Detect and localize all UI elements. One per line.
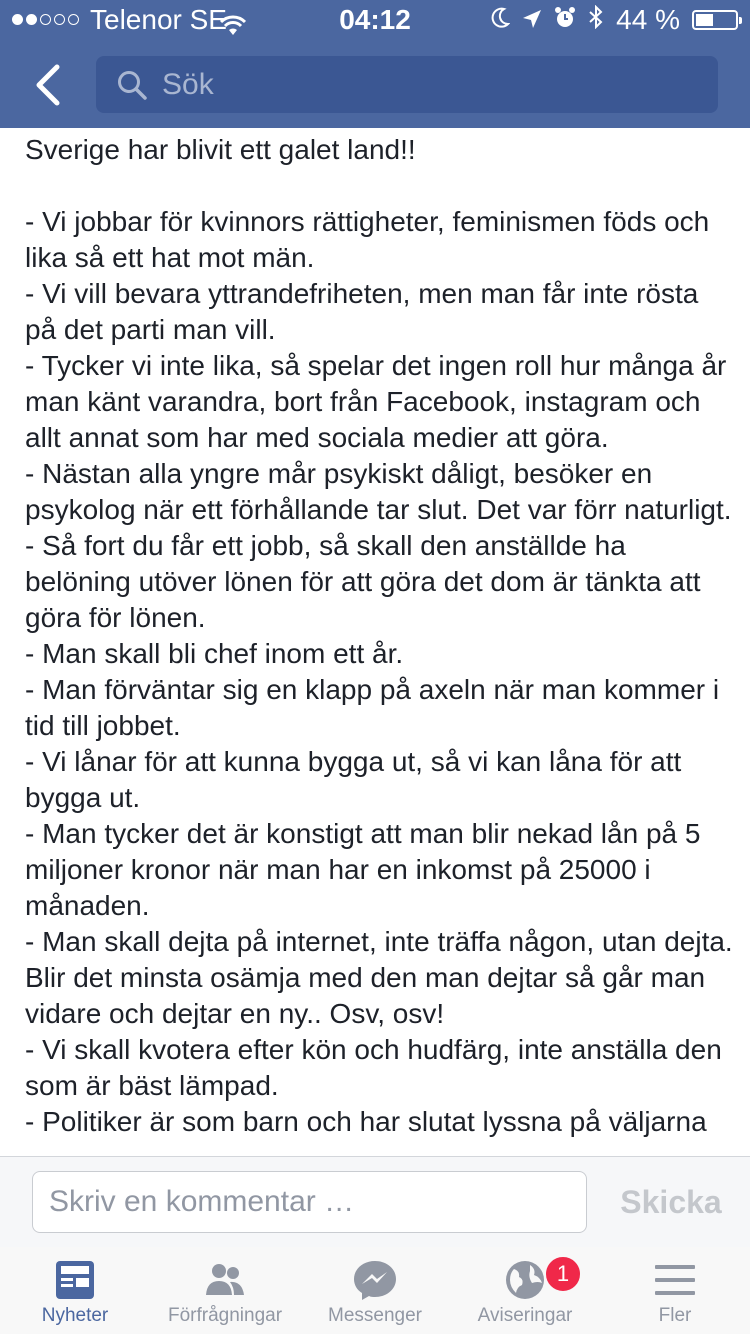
tab-bar xyxy=(0,1247,750,1334)
news-feed-icon xyxy=(52,1259,98,1301)
send-button[interactable]: Skicka xyxy=(620,1184,722,1220)
tab-notifications[interactable] xyxy=(450,1247,600,1334)
battery-percent: 44 % xyxy=(616,4,680,35)
friend-requests-icon xyxy=(202,1259,248,1301)
post-content xyxy=(0,128,750,1156)
alarm-clock-icon xyxy=(554,0,576,40)
comment-input[interactable]: Skriv en kommentar … xyxy=(32,1171,587,1233)
messenger-icon xyxy=(352,1259,398,1301)
battery-icon xyxy=(692,10,738,30)
post-text: Sverige har blivit ett galet land!! - Vi jobbar för kvinnors rättigheter, feminismen föds och lika så ett hat mot män. - Vi vill bevara yttrandefriheten, men man får inte rösta på det parti man vill. - Tycker vi inte lika, så spelar det ingen roll hur många år man känt varandra, bort från Facebook, instagram och allt annat som har med sociala medier att göra. - Nästan alla yngre mår psykiskt dåligt, besöker en psykolog när ett förhållande tar slut. Det var förr naturligt. - Så fort du får ett jobb, så skall den anställde ha belöning utöver lönen för att göra det dom är tänkta att göra för lönen. - Man skall bli chef inom ett år. - Man förväntar sig en klapp på axeln när man kommer i tid till jobbet. - Vi lånar för att kunna bygga ut, så vi kan låna för att bygga ut. - Man tycker det är konstigt att man blir nekad lån på 5 miljoner kronor när man har en inkomst på 25000 i månaden. - Man skall dejta på internet, inte träffa någon, utan dejta. Blir det minsta osämja med den man dejtar så går man vidare och dejtar en ny.. Osv, osv! - Vi skall kvotera efter kön och hudfärg, inte anställa den som är bäst lämpad. - Politiker är som barn och har slutat lyssna på väljarna xyxy=(25,134,733,1137)
tab-label: Aviseringar xyxy=(477,1305,573,1326)
globe-notifications-icon xyxy=(502,1259,548,1301)
tab-label: Fler xyxy=(658,1305,692,1326)
comment-bar xyxy=(0,1156,750,1248)
location-arrow-icon xyxy=(522,0,542,40)
tab-label: Nyheter xyxy=(41,1305,109,1326)
back-button[interactable] xyxy=(22,58,72,112)
tab-messenger[interactable] xyxy=(300,1247,450,1334)
moon-icon xyxy=(490,0,510,40)
tab-news-feed[interactable] xyxy=(0,1247,150,1334)
tab-friend-requests[interactable] xyxy=(150,1247,300,1334)
menu-icon xyxy=(652,1259,698,1301)
search-icon xyxy=(116,69,148,106)
tab-more[interactable] xyxy=(600,1247,750,1334)
status-bar xyxy=(0,0,750,40)
status-time: 04:12 xyxy=(339,4,411,35)
navigation-bar xyxy=(0,0,750,128)
tab-label: Messenger xyxy=(328,1305,422,1326)
notification-badge: 1 xyxy=(544,1255,582,1293)
search-input[interactable] xyxy=(96,56,718,113)
carrier-name: Telenor SE xyxy=(90,4,227,35)
tab-label: Förfrågningar xyxy=(167,1305,283,1326)
chevron-left-icon xyxy=(33,63,61,107)
search-placeholder: Sök xyxy=(162,68,214,101)
bluetooth-icon xyxy=(588,0,604,40)
